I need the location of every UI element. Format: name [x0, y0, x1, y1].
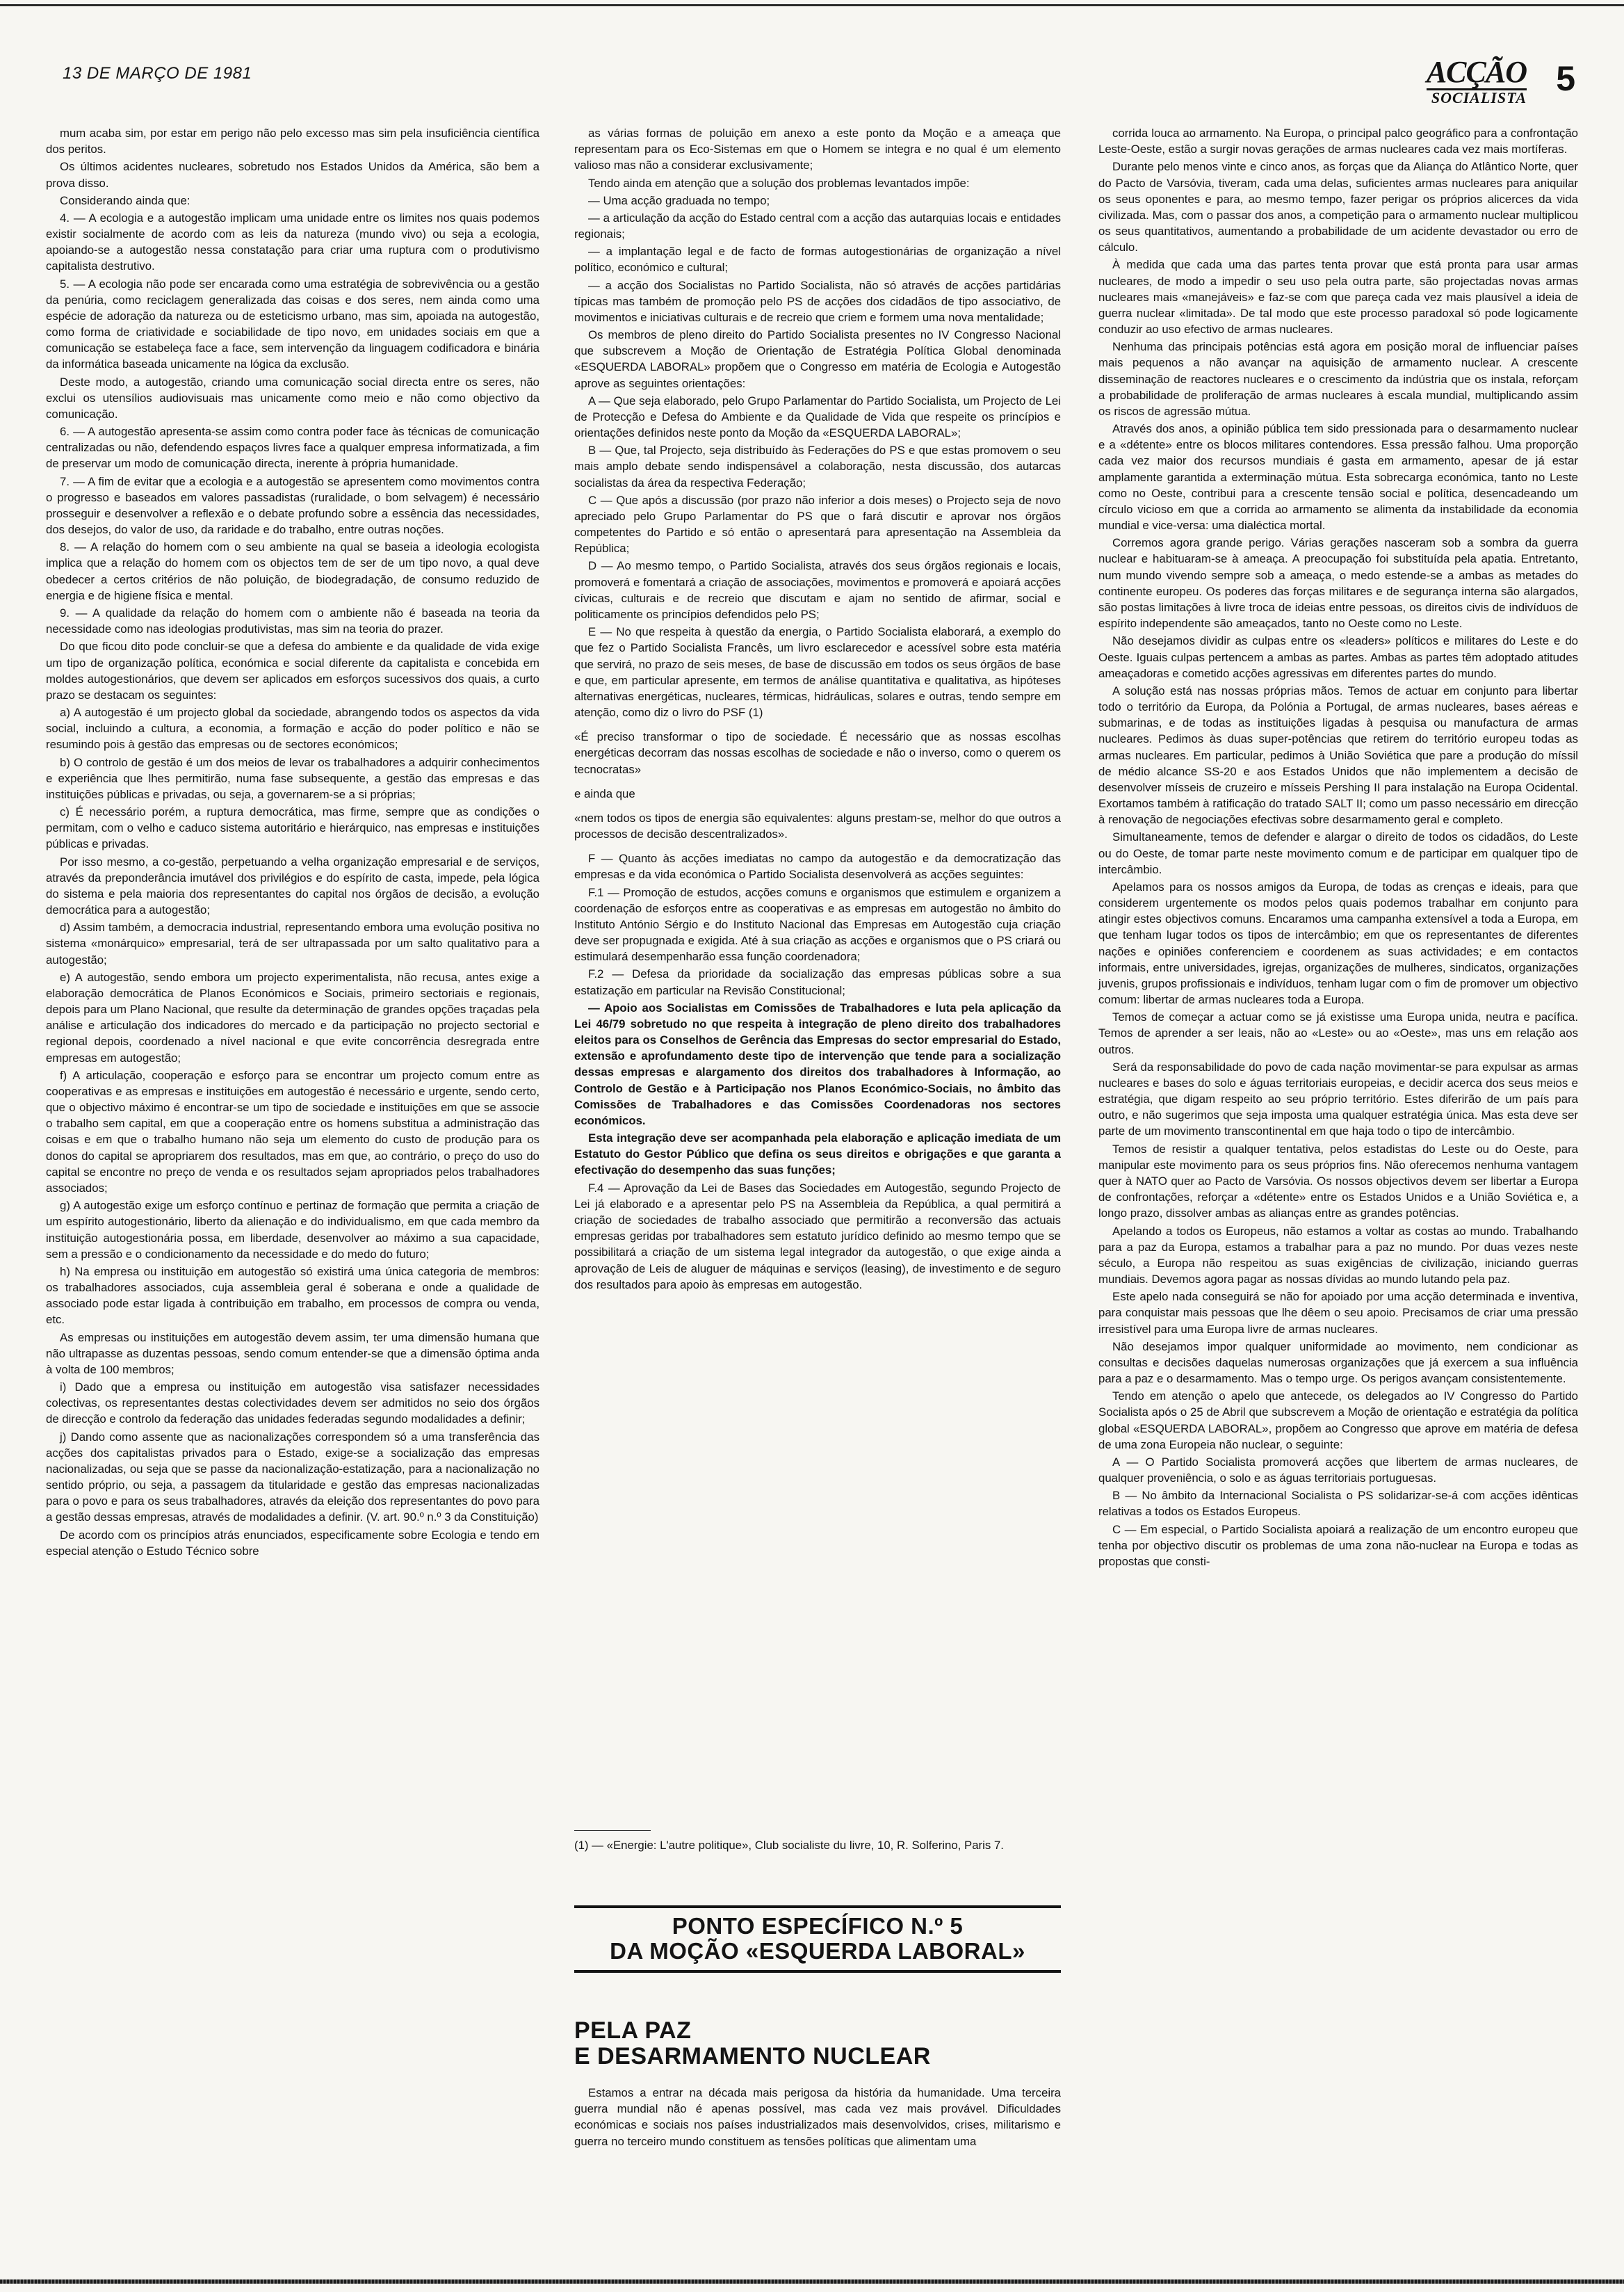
column-1-paragraph: d) Assim também, a democracia industrial, representando embora uma evolução positiva no sistema «monárquico» empresarial, terá de ser ultrapassada por um salto qualitativo para a autogestão;	[46, 921, 539, 967]
and-also-text: e ainda que	[574, 786, 635, 800]
column-2-action-paragraph: F.2 — Defesa da prioridade da socialização das empresas públicas sobre a sua estatização em particular na Revisão Constitucional;	[574, 967, 1061, 997]
column-2-paragraph: Os membros de pleno direito do Partido Socialista presentes no IV Congresso Nacional que subscrevem a Moção de Orientação de Estratégia Política Global denominada «ESQUERDA LABORAL» propõem que o Congresso em matéria de Ecologia e Autogestão aprove as seguintes orientações:	[574, 328, 1061, 390]
column-1-paragraph: Por isso mesmo, a co-gestão, perpetuando a velha organização empresarial e de serviços, através da preponderância imutável dos privilégios e do espírito de casta, impede, pela lógica do sistema e pela maioria dos representantes do capital nos órgãos de decisão, a evolução democrática para a autogestão;	[46, 855, 539, 917]
column-3	[1098, 125, 1578, 2218]
column-2-actions	[574, 850, 1061, 999]
column-2-paragraph: B — Que, tal Projecto, seja distribuído às Federações do PS e que estas promovem o seu mais amplo debate sendo indispensável a colaboração, nesta discussão, dos autarcas socialistas da área da respectiva Federação;	[574, 444, 1061, 490]
column-1-paragraph: 4. — A ecologia e a autogestão implicam uma unidade entre os limites nos quais podemos existir socialmente de acordo com as leis da natureza (mundo vivo) ou seja a ecologia, apoiando-se a autogestão nessa constatação para criar uma ruptura com o produtivismo capitalista destrutivo.	[46, 211, 539, 273]
column-1-paragraph: Deste modo, a autogestão, criando uma comunicação social directa entre os seres, não exclui os utensílios audiovisuais mas unicamente como meio e não como objectivo da comunicação.	[46, 375, 539, 421]
column-1-paragraph: g) A autogestão exige um esforço contínuo e pertinaz de formação que permita a criação de um espírito autogestionário, liberto da alienação e do individualismo, em que cada membro da instituição autogestionária possa, em liberdade, desenvolver ao máximo a sua capacidade, sem a pressão e o condicionamento da necessidade e do medo do futuro;	[46, 1199, 539, 1261]
box-title-line1: PONTO ESPECÍFICO N.º 5	[672, 1913, 964, 1939]
column-2-paragraph: as várias formas de poluição em anexo a este ponto da Moção e a ameaça que representam para os Eco-Sistemas em que o Homem se integra e no qual é um elemento valioso mas não a considerar exclusivamente;	[574, 127, 1061, 172]
column-3-paragraph: Tendo em atenção o apelo que antecede, os delegados ao IV Congresso do Partido Socialista após o 25 de Abril que subscrevem a Moção de orientação e estratégia da política global «ESQUERDA LABORAL», propõem ao Congresso que aprove em matéria de defesa de uma zona Europeia não nuclear, o seguinte:	[1098, 1389, 1578, 1451]
column-2-paragraph: A — Que seja elaborado, pelo Grupo Parlamentar do Partido Socialista, um Projecto de Lei de Protecção e Defesa do Ambiente e da Qualidade de Vida que respeite os princípios e orientações definidos neste ponto da Moção da «ESQUERDA LABORAL»;	[574, 394, 1061, 440]
column-1-paragraph: 9. — A qualidade da relação do homem com o ambiente não é baseada na teoria da necessidade como nas ideologias produtivistas, mas sim na teoria do prazer.	[46, 606, 539, 636]
column-2-action-paragraph: F — Quanto às acções imediatas no campo da autogestão e da democratização das empresas e da vida económica o Partido Socialista desenvolverá as acções seguintes:	[574, 852, 1061, 882]
column-3-paragraph: Será da responsabilidade do povo de cada nação movimentar-se para expulsar as armas nucleares e bases do solo e águas territoriais europeias, e decidir acerca dos seus meios e estratégia, que digam respeito ao seu próprio território. Estes diferirão de um país para outro, e não sugerimos que seja imposta uma qualquer estratégia única. Mas esta deve ser parte de um movimento transcontinental em que haja todo o tipo de intercâmbio.	[1098, 1060, 1578, 1138]
column-1-paragraph: 5. — A ecologia não pode ser encarada como uma estratégia de sobrevivência ou a gestão da penúria, como reciclagem generalizada das coisas e dos seres, nem ainda como uma espécie de adoração da natureza ou de esteticismo urbano, mas sim, apoiada na autogestão, como forma de criatividade e sociabilidade de tipo novo, em unidades sociais em que a comunicação se estabeleça face a face, sem intervenção da linguagem codificadora e binária da informática baseada unicamente na lógica da exclusão.	[46, 277, 539, 371]
quote-1	[574, 729, 1061, 777]
section-intro-paragraph: Estamos a entrar na década mais perigosa da história da humanidade. Uma terceira guerra mundial não é apenas possível, mas cada vez mais provável. Dificuldades económicas e sociais nos países industrializados mais desenvolvidos, crises, militarismo e guerra no terceiro mundo constituem as tensões políticas que alimentam uma	[574, 2086, 1061, 2148]
column-3-paragraph: Não desejamos impor qualquer uniformidade ao movimento, nem condicionar as consultas e decisões daquelas numerosas organizações que já exercem a sua influência para a paz e o desarmamento. Mas o tempo urge. Os perigos avançam consistentemente.	[1098, 1339, 1578, 1386]
column-2-paragraph: — Uma acção graduada no tempo;	[588, 193, 770, 207]
column-3-paragraph: A solução está nas nossas próprias mãos. Temos de actuar em conjunto para libertar todo o território da Europa, da Polónia a Portugal, de armas nucleares, bases aéreas e submarinas, e de todas as instituições ligadas à pesquisa ou manufactura de armas nucleares. Pedimos às duas super-potências que retirem do território europeu todas as armas nucleares. Em particular, pedimos à União Soviética que pare a produção do míssil de médio alcance SS-20 e aos Estados Unidos que não implementem a decisão de desenvolver mísseis de cruzeiro e mísseis Pershing II para instalação na Europa Ocidental. Exortamos também à ratificação do tratado SALT II; como um passo necessário em direcção à renovação de negociações efectivas sobre desarmamento geral e completo.	[1098, 684, 1578, 827]
column-1-paragraph: b) O controlo de gestão é um dos meios de levar os trabalhadores a adquirir conhecimentos e experiência que lhes permitirão, numa fase subsequente, a gestão das empresas e das instituições públicas e privadas, ou seja, a governarem-se a si próprias;	[46, 755, 539, 801]
column-1-paragraph: f) A articulação, cooperação e esforço para se encontrar um projecto comum entre as cooperativas e as empresas e instituições em autogestão é necessário e urgente, sendo certo, que o objectivo máximo é encontrar-se um tipo de sociedade e instituições em que se associe o trabalho sem capital, em que a cooperação entre os homens substitua a administração das coisas e em que o trabalho humano não seja um elemento do custo de produção para os donos do capital se apropriarem dos resultados, mas em que, ao contrário, o preço do uso do capital se encontre no preço de venda e os resultados sejam apropriados pelos trabalhadores associados;	[46, 1068, 539, 1195]
section-heading-line1: PELA PAZ	[574, 2017, 692, 2044]
column-2-paragraphs	[574, 125, 1061, 720]
column-1-paragraph: i) Dado que a empresa ou instituição em autogestão visa satisfazer necessidades colectivas, os representantes destas colectividades devem ser admitidos no seio dos órgãos de direcção e controlo da federação das unidades federadas segundo modalidades a definir;	[46, 1380, 539, 1426]
column-2	[574, 125, 1061, 1291]
column-2-paragraph: D — Ao mesmo tempo, o Partido Socialista, através dos seus órgãos regionais e locais, promoverá e fomentará a criação de associações, movimentos e promoverá e apoiará acções cívicas, culturais e de recreio que discutam e ajam no sentido de afirmar, social e politicamente os princípios defendidos pelo PS;	[574, 559, 1061, 621]
section-heading-line2: E DESARMAMENTO NUCLEAR	[574, 2042, 931, 2069]
column-3-paragraph: Este apelo nada conseguirá se não for apoiado por uma acção determinada e inventiva, para conquistar mais pessoas que lhe dêem o seu apoio. Precisamos de criar uma pressão irresistível para uma Europa livre de armas nucleares.	[1098, 1290, 1578, 1336]
column-3-paragraph: Não desejamos dividir as culpas entre os «leaders» políticos e militares do Leste e do Oeste. Iguais culpas pertencem a ambas as partes. Ambas as partes têm adoptado atitudes ameaçadoras e cometido acções agressivas em diferentes partes do mundo.	[1098, 634, 1578, 680]
column-1-paragraph: 8. — A relação do homem com o seu ambiente na qual se baseia a ideologia ecologista implica que a relação do homem com os objectos tem de ser de um tipo novo, a qual deve obedecer a certos critérios de não poluição, de biodegradação, de consumo reduzido de energia e de higiene física e mental.	[46, 540, 539, 602]
column-2-paragraph: — a articulação da acção do Estado central com a acção das autarquias locais e entidades regionais;	[574, 211, 1061, 241]
column-1-paragraph: Do que ficou dito pode concluir-se que a defesa do ambiente e da qualidade de vida exige um tipo de organização política, económica e social diferente da capitalista e concebida em moldes autogestionários, que devem ser aplicados em esforços sucessivos dos quais, a curto prazo se destacam os seguintes:	[46, 640, 539, 702]
column-2-paragraph: C — Que após a discussão (por prazo não inferior a dois meses) o Projecto seja de novo apreciado pelo Grupo Parlamentar do PS que o fará discutir e aprovar nos órgãos competentes do Partido e só então o apresentará para apresentação na Assembleia da República;	[574, 493, 1061, 556]
column-1-paragraph: As empresas ou instituições em autogestão devem assim, ter uma dimensão humana que não ultrapasse as duzentas pessoas, sendo comum entender-se que a dimensão óptima anda à volta de 100 membros;	[46, 1330, 539, 1376]
column-1-paragraph: h) Na empresa ou instituição em autogestão só existirá uma única categoria de membros: os trabalhadores associados, cuja assembleia geral é soberana e onde a qualidade de associado pode estar ligada à contribuição em trabalho, em processos de compra ou venda, etc.	[46, 1264, 539, 1327]
column-1-paragraph: j) Dando como assente que as nacionalizações correspondem só a uma transferência das acções dos capitalistas privados para o Estado, exige-se a socialização das empresas nacionalizadas, ou seja que se passe da nacionalização-estatização, para a nacionalização no sentido próprio, ou seja, a passagem da titularidade e gestão das empresas nacionalizadas para o povo e para os seus trabalhadores, através da eleição dos representantes do povo para a gestão dessas empresas, através de modalidades a definir. (V. art. 90.º n.º 3 da Constituição)	[46, 1430, 539, 1524]
column-2-paragraph: — a implantação legal e de facto de formas autogestionárias de organização a nível político, económico e cultural;	[574, 245, 1061, 275]
page-header	[63, 57, 1575, 113]
masthead-line1: ACÇÃO	[1426, 55, 1527, 89]
column-3-paragraph: Temos de resistir a qualquer tentativa, pelos estadistas do Leste ou do Oeste, para manipular este movimento para os seus próprios fins. Não oferecemos nenhuma vantagem quer à NATO quer ao Pacto de Varsóvia. Os nossos objectivos devem ser libertar a Europa de confrontações, reforçar a «détente» entre os Estados Unidos e a União Soviética e, a longo prazo, dissolver ambas as alianças entre as grandes potências.	[1098, 1142, 1578, 1220]
column-3-paragraph: B — No âmbito da Internacional Socialista o PS solidarizar-se-á com acções idênticas relativas a todos os Estados Europeus.	[1098, 1489, 1578, 1519]
quote-1-text: «É preciso transformar o tipo de sociedade. É necessário que as nossas escolhas energéticas decorram das nossas escolhas de sociedade e não o inverso, como o querem os tecnocratas»	[574, 730, 1061, 776]
masthead-line2: SOCIALISTA	[1427, 88, 1527, 106]
section-box-heading	[574, 1905, 1061, 1973]
column-1-paragraph: a) A autogestão é um projecto global da sociedade, abrangendo todos os aspectos da vida social, incluindo a cultura, a economia, a formação e acção do poder político e não se resumindo pois à gestão das empresas ou de sectores económicos;	[46, 706, 539, 752]
column-1-paragraph: Considerando ainda que:	[60, 193, 190, 207]
column-2-paragraph: — a acção dos Socialistas no Partido Socialista, não só através de acções partidárias típicas mas também de promoção pelo PS de acções dos cidadãos de tipo associativo, de movimentos e iniciativas culturais e de recreio que criem e formem uma nova mentalidade;	[574, 278, 1061, 324]
column-1-paragraph: De acordo com os princípios atrás enunciados, especificamente sobre Ecologia e tendo em especial atenção o Estudo Técnico sobre	[46, 1528, 539, 1558]
column-3-paragraph: Apelamos para os nossos amigos da Europa, de todas as crenças e ideais, para que considerem urgentemente os modos pelos quais podemos trabalhar em conjunto para atingir estes objectivos comuns. Encaramos uma campanha extensível a toda a Europa, em que tenham lugar todos os tipos de intercâmbio; em que os representantes de diferentes nações e opiniões conferenciem e coordenem as suas actividades; e em contactos informais, entre universidades, igrejas, organizações de mulheres, sindicatos, organizações juvenis, grupos profissionais e indivíduos, tenham lugar com o fim de promover um objectivo comum: libertar de armas nucleares toda a Europa.	[1098, 880, 1578, 1007]
column-1-paragraph: c) É necessário porém, a ruptura democrática, mas firme, sempre que as condições o permitam, com o velho e caduco sistema autoritário e hierárquico, nas empresas e instituições públicas e privadas.	[46, 805, 539, 851]
box-title	[574, 1908, 1061, 1970]
bottom-rule	[0, 2279, 1624, 2284]
section-heading	[574, 2018, 1061, 2069]
column-3-paragraph: Através dos anos, a opinião pública tem sido pressionada para o desarmamento nuclear e a «détente» entre os blocos militares contendores. Essa pressão falhou. Uma proporção cada vez maior dos recursos mundiais é gasta em armamento, apesar de já estar amplamente garantida a exterminação mútua. Esta sobrecarga económica, tanto no Leste como no Oeste, contribui para a crescente tensão social e política, desencadeando um círculo vicioso em que a corrida ao armamento se alimenta da instabilidade da economia mundial e vice-versa: uma dialéctica mortal.	[1098, 422, 1578, 533]
f4-paragraph: F.4 — Aprovação da Lei de Bases das Sociedades em Autogestão, segundo Projecto de Lei já elaborado e a apresentar pelo PS na Assembleia da República, a qual permitirá a criação de sociedades de trabalho associado que permitirão a reconversão das actuais empresas geridas por trabalhadores sem estatuto jurídico definido ao mesmo tempo que se possibilitará a criação de um sistema legal integrador da autogestão, o que exige ainda a aprovação de Leis de aluguer de máquinas e serviços (leasing), de investimento e de seguro dos resultados para apoio às empresas em autogestão.	[574, 1181, 1061, 1291]
column-3-paragraph: C — Em especial, o Partido Socialista apoiará a realização de um encontro europeu que tenha por objectivo discutir os problemas de uma zona não-nuclear na Europa e todas as propostas que consti-	[1098, 1522, 1578, 1568]
footnote-rule	[574, 1830, 651, 1831]
page-number: 5	[1556, 59, 1575, 98]
footnote: (1) — «Energie: L'autre politique», Club socialiste du livre, 10, R. Solferino, Paris 7.	[574, 1839, 1004, 1852]
column-1-paragraph: 6. — A autogestão apresenta-se assim como contra poder face às técnicas de comunicação centralizadas ou não, defendendo espaços livres face a qualquer empresa informatizada, a fim de preservar um modo de comunicação directa, inerente à própria humanidade.	[46, 425, 539, 471]
quote-2	[574, 810, 1061, 842]
column-1-paragraph: mum acaba sim, por estar em perigo não pelo excesso mas sim pela insuficiência científica dos peritos.	[46, 127, 539, 156]
column-3-paragraph: corrida louca ao armamento. Na Europa, o principal palco geográfico para a confrontação Leste-Oeste, estão a surgir novas gerações de armas nucleares cada vez mais mortíferas.	[1098, 127, 1578, 156]
column-3-paragraph: Apelando a todos os Europeus, não estamos a voltar as costas ao mundo. Trabalhando para a paz da Europa, estamos a trabalhar para a paz no mundo. Por duas vezes neste século, a Europa não respeitou as suas exigências de civilização, iniciando guerras mundiais. Devemos agora pagar as nossas dívidas ao mundo lutando pela paz.	[1098, 1224, 1578, 1286]
top-rule	[0, 4, 1624, 6]
column-1-paragraph: 7. — A fim de evitar que a ecologia e a autogestão se apresentem como movimentos contra o progresso e baseados em valores passadistas (ruralidade, o bom selvagem) é necessário prosseguir e desenvolver a reflexão e o debate profundo sobre a essência das necessidades, dos desejos, do valor de uso, da raridade e do trabalho, entre outras noções.	[46, 474, 539, 537]
column-2-action-paragraph: F.1 — Promoção de estudos, acções comuns e organismos que estimulem e organizem a coordenação de esforços entre as cooperativas e as empresas em autogestão no âmbito do Instituto António Sérgio e do Instituto Nacional das Empresas em Autogestão cuja criação deve ser propugnada e exigida. Até à sua criação as acções e organismos que o PS criará ou estimulará desempenharão essa função coordenadora;	[574, 885, 1061, 964]
column-1-paragraph: e) A autogestão, sendo embora um projecto experimentalista, não recusa, antes exige a elaboração democrática de Planos Económicos e Sociais, primeiro sectoriais e regionais, depois para um Plano Nacional, que resulte da determinação de grandes opções traçadas pela análise e articulação dos indicadores do mercado e da participação no projecto sectorial e regional depois, coordenado a nível nacional e que evite concorrência desregrada entre empresas em autogestão;	[46, 970, 539, 1065]
column-2-bottom	[574, 2085, 1061, 2224]
column-2-paragraph: E — No que respeita à questão da energia, o Partido Socialista elaborará, a exemplo do que fez o Partido Socialista Francês, um livro esclarecedor e acessível sobre esta matéria que servirá, no prazo de seis meses, de base de discussão em todos os seus órgãos de base e que, em particular apresente, em termos de análise quantitativa e qualitativa, as hipóteses alternativas energéticas, nucleares, térmicas, hidráulicas, solares e outras, tendo sempre em atenção, como diz o livro do PSF (1)	[574, 625, 1061, 720]
column-1-paragraph: Os últimos acidentes nucleares, sobretudo nos Estados Unidos da América, são bem a prova disso.	[46, 160, 539, 190]
column-2-paragraph: Tendo ainda em atenção que a solução dos problemas levantados impõe:	[588, 176, 970, 190]
box-title-line2: DA MOÇÃO «ESQUERDA LABORAL»	[610, 1938, 1025, 1964]
column-3-paragraph: Temos de começar a actuar como se já existisse uma Europa unida, neutra e pacífica. Temos de aprender a ser leais, não ao «Leste» ou ao «Oeste», mas uns em relação aos outros.	[1098, 1010, 1578, 1056]
issue-date: 13 DE MARÇO DE 1981	[63, 64, 252, 83]
column-3-paragraph: Corremos agora grande perigo. Várias gerações nasceram sob a sombra da guerra nuclear e habituaram-se à ameaça. A preocupação foi substituída pela apatia. Entretanto, num mundo vivendo sempre sob a ameaça, o medo estende-se a ambas as metades do continente europeu. Os poderes das forças militares e de segurança interna são alargados, são postas limitações à livre troca de ideias entre pessoas, os direitos civis de indivíduos de espírito independente são ameaçados, tanto no Oeste como no Leste.	[1098, 536, 1578, 631]
masthead-logo	[1427, 57, 1527, 106]
bold-paragraph-1: — Apoio aos Socialistas em Comissões de Trabalhadores e luta pela aplicação da Lei 46/79 sobretudo no que respeita à integração de pleno direito dos trabalhadores eleitos para os Conselhos de Gerência das Empresas do sector empresarial do Estado, extensão e aprofundamento deste tipo de intervenção que tende para a socialização dessas empresas e alargamento dos direitos dos trabalhadores à Informação, ao Controlo de Gestão e à Participação nos Planos Económico-Sociais, no âmbito das Comissões de Trabalhadores e das Comissões Coordenadoras nos sectores económicos.	[574, 1001, 1061, 1127]
box-rule-bottom	[574, 1970, 1061, 1973]
quote-2-text: «nem todos os tipos de energia são equivalentes: alguns prestam-se, melhor do que outros a processos de decisão descentralizados».	[574, 811, 1061, 841]
column-1	[46, 125, 539, 2218]
column-3-paragraph: Nenhuma das principais potências está agora em posição moral de influenciar países mais pequenos a não avançar na aquisição de armamento nuclear. A crescente disseminação de reactores nucleares e o crescimento da indústria que os instala, reforçam a probabilidade de proliferação de armas nucleares à escala mundial, multiplicando assim os riscos de agressão mútua.	[1098, 340, 1578, 418]
bold-paragraph-2: Esta integração deve ser acompanhada pela elaboração e aplicação imediata de um Estatuto do Gestor Público que defina os seus direitos e obrigações e que garanta a efectivação do desempenho das suas funções;	[574, 1131, 1061, 1177]
column-3-paragraph: A — O Partido Socialista promoverá acções que libertem de armas nucleares, de qualquer proveniência, o solo e as águas territoriais portuguesas.	[1098, 1455, 1578, 1485]
column-3-paragraph: Simultaneamente, temos de defender e alargar o direito de todos os cidadãos, do Leste ou do Oeste, de tomar parte neste movimento comum e de participar em qualquer tipo de intercâmbio.	[1098, 830, 1578, 876]
column-3-paragraph: À medida que cada uma das partes tenta provar que está pronta para usar armas nucleares, de modo a impedir o seu uso pela outra parte, são projectadas novas armas nucleares mais «manejáveis» e faz-se com que pareça cada vez mais plausível a ideia de guerra nuclear «limitada». De tal modo que este processo paradoxal só pode logicamente conduzir ao uso efectivo de armas nucleares.	[1098, 258, 1578, 337]
column-3-paragraph: Durante pelo menos vinte e cinco anos, as forças que da Aliança do Atlântico Norte, quer do Pacto de Varsóvia, tiveram, cada uma delas, suficientes armas nucleares para aniquilar os seus oponentes e para, ao mesmo tempo, fazer perigar os próprios alicerces da vida civilizada. Mas, com o passar dos anos, a competição para o armamento nuclear multiplicou os seus quantitativos, aumentando a probabilidade de um acidente devastador ou erro de cálculo.	[1098, 160, 1578, 255]
